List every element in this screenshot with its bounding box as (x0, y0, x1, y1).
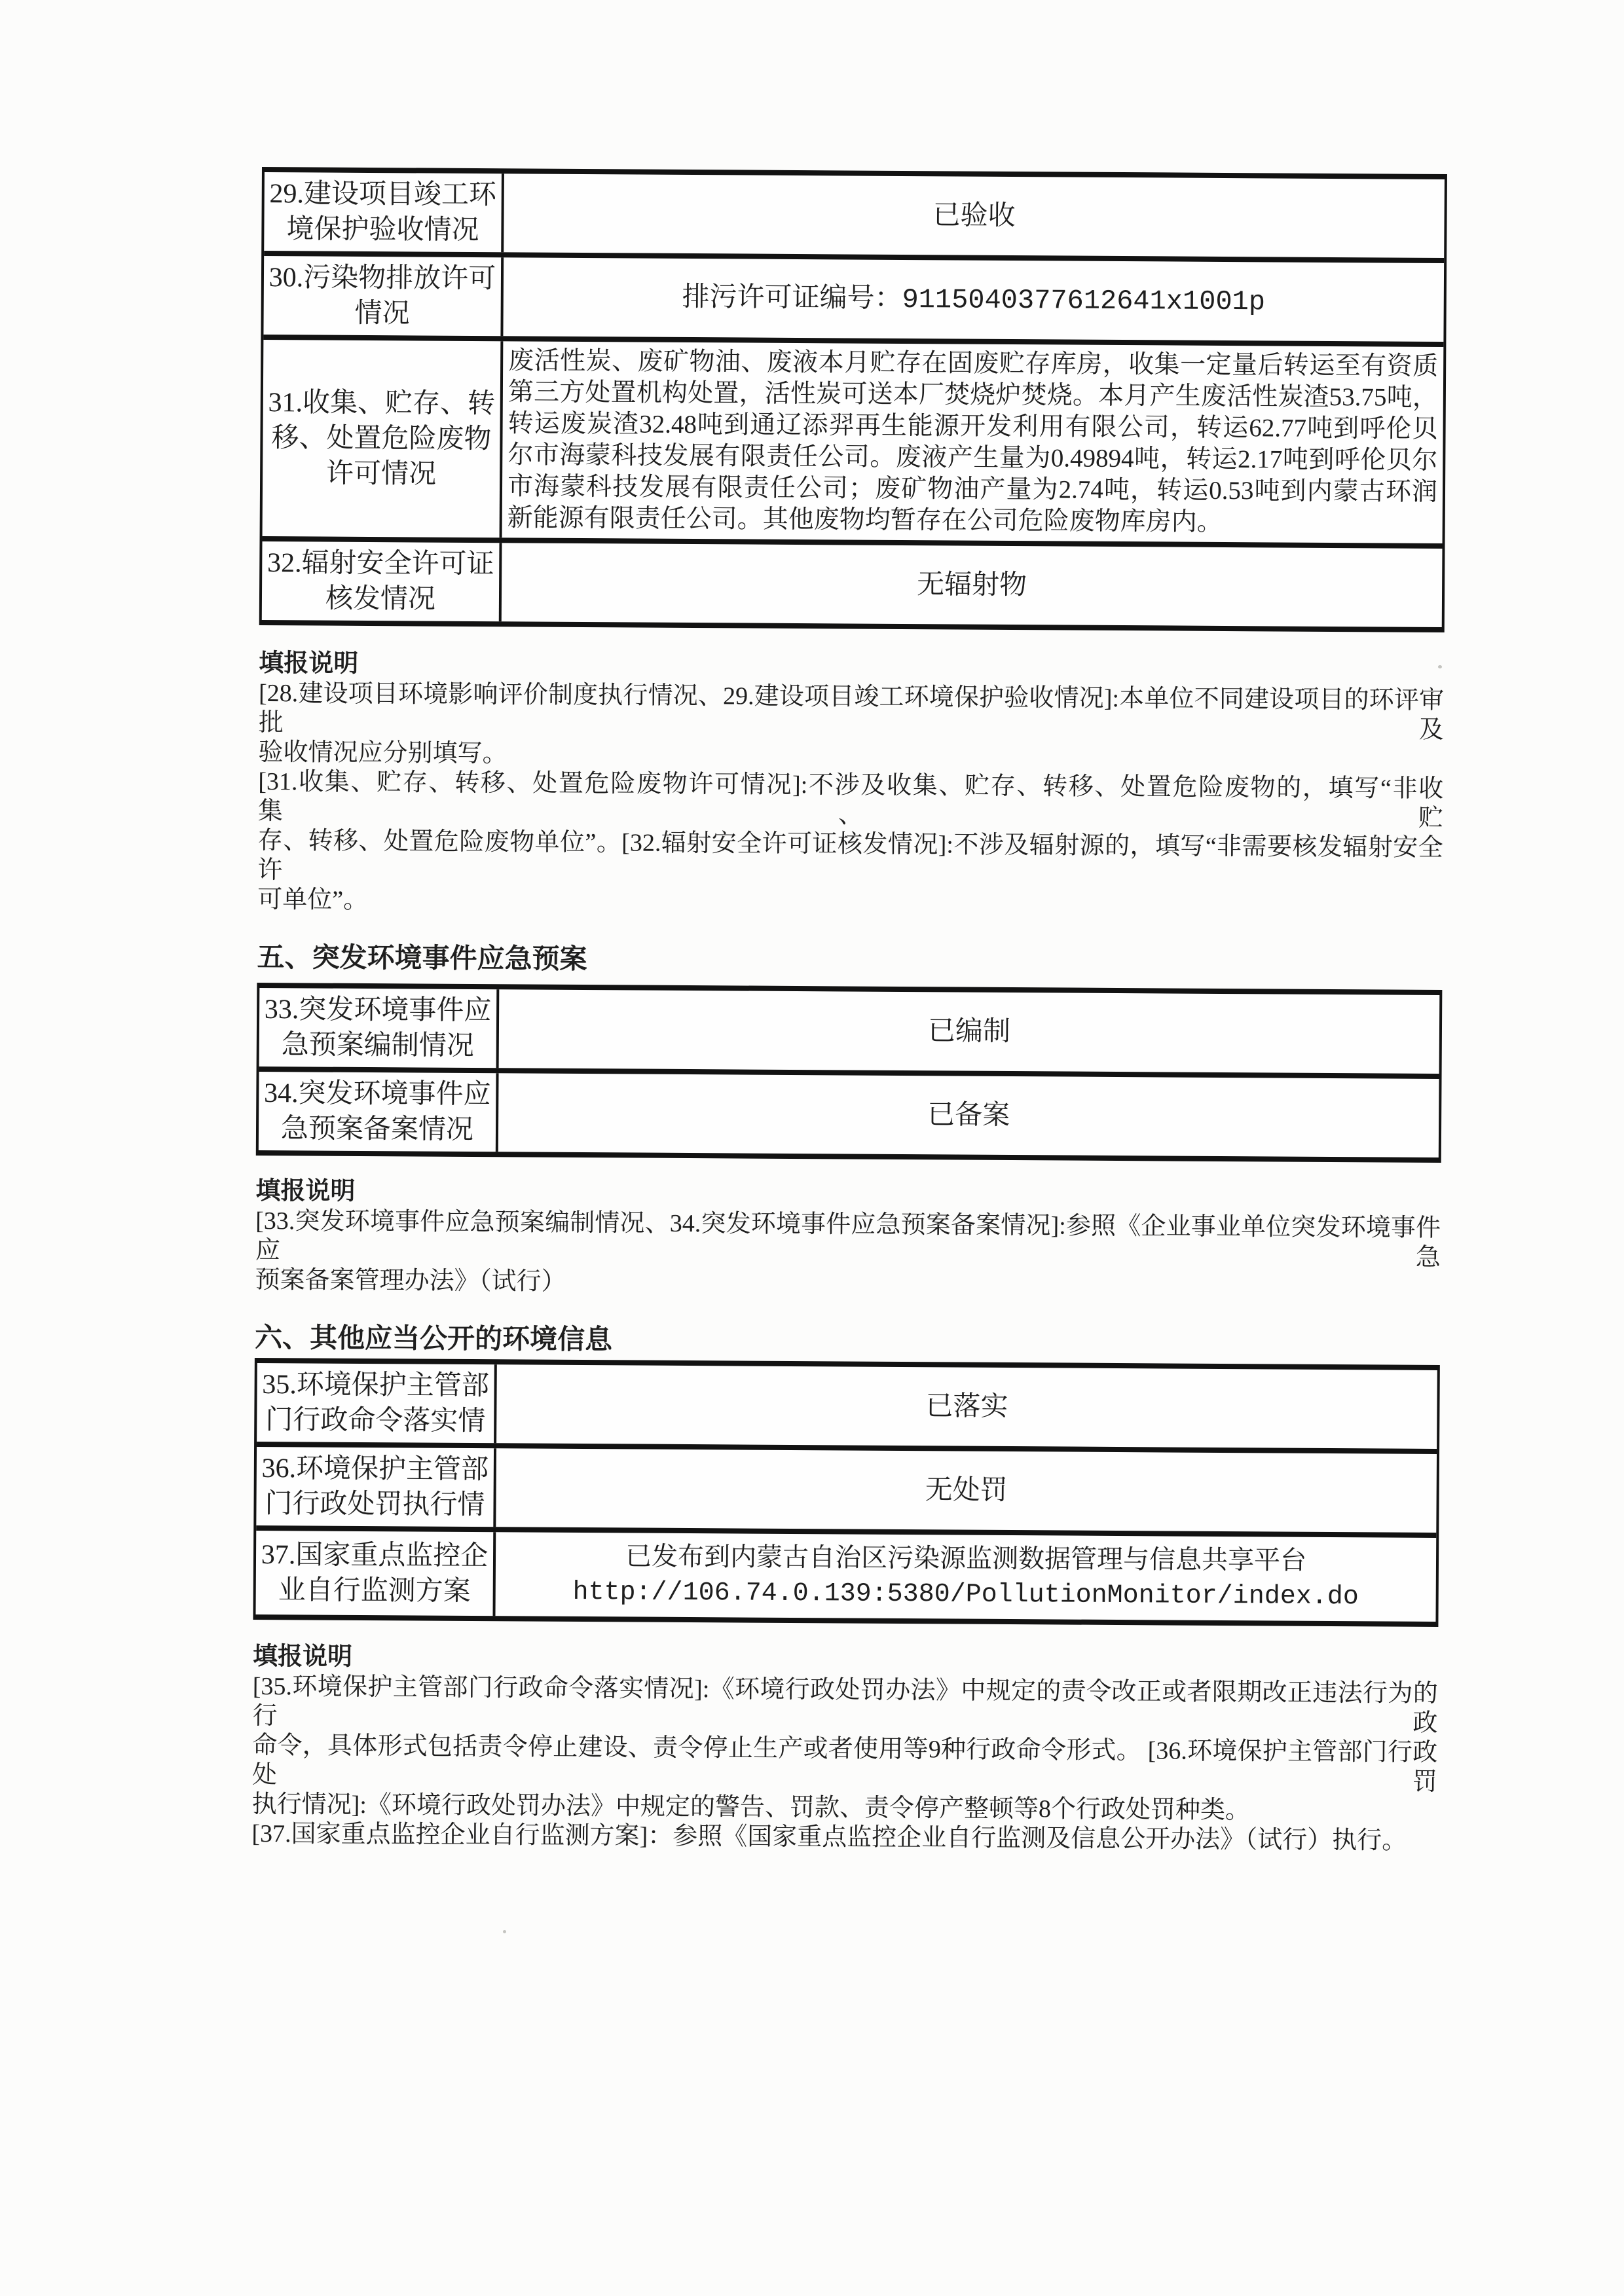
row-30-value (503, 257, 1444, 342)
notes-line: 命令，具体形式包括责令停止建设、责令停止生产或者使用等9种行政命令形式。 [36.环境保护主管部门行政处罚 (251, 1731, 1438, 1796)
table-row-35 (257, 1363, 1437, 1449)
notes-block-1 (257, 647, 1444, 922)
notes-heading: 填报说明 (255, 1176, 356, 1205)
notes-line: [37.国家重点监控企业自行监测方案]：参照《国家重点监控企业自行监测及信息公开办法》（试行）执行。 (251, 1819, 1407, 1855)
notes-line: 验收情况应分别填写。 (258, 738, 507, 768)
hazardous-waste-text-line: 第三方处置机构处置，活性炭可送本厂焚烧炉焚烧。本月产生废活性炭渣53.75吨， (507, 378, 1439, 412)
row-34-label: 34.突发环境事件应急预案备案情况 (259, 1072, 499, 1152)
hazardous-waste-text-line: 废活性炭、废矿物油、废液本月贮存在固废贮存库房，收集一定量后转运至有资质 (508, 346, 1439, 380)
row-37-label: 37.国家重点监控企业自行监测方案 (255, 1531, 496, 1616)
table-row-36 (256, 1442, 1437, 1533)
row-36-value: 无处罚 (925, 1475, 1008, 1506)
table-row-30 (263, 251, 1444, 342)
notes-line: [33.突发环境事件应急预案编制情况、34.突发环境事件应急预案备案情况]:参照《企业事业单位突发环境事件应急 (255, 1207, 1441, 1272)
row-35-value: 已落实 (925, 1391, 1008, 1422)
row-29-value: 已验收 (932, 200, 1016, 232)
notes-block-3 (251, 1641, 1438, 1856)
monitoring-platform-text: 已发布到内蒙古自治区污染源监测数据管理与信息共享平台 (625, 1541, 1307, 1575)
row-37-value (495, 1532, 1436, 1622)
hazardous-waste-text-line: 尔市海蒙科技发展有限责任公司。废液产生量为0.49894吨，转运2.17吨到呼伦贝尔 (507, 441, 1438, 475)
permit-number-code: 9115040377612641x1001p (902, 283, 1266, 318)
table-row-37 (255, 1525, 1436, 1622)
scan-speck (503, 1930, 506, 1933)
row-32-value: 无辐射物 (916, 570, 1027, 601)
section-6-title: 六、其他应当公开的环境信息 (254, 1321, 613, 1355)
row-35-label: 35.环境保护主管部门行政命令落实情 (257, 1363, 497, 1443)
notes-line: 执行情况]:《环境行政处罚办法》中规定的警告、罚款、责令停产整顿等8个行政处罚种类。 (251, 1790, 1251, 1825)
notes-line: [31.收集、贮存、转移、处置危险废物许可情况]:不涉及收集、贮存、转移、处置危险废物的，填写“非收集、贮 (257, 767, 1444, 833)
permit-number-label: 排污许可证编号： (682, 282, 902, 314)
notes-line: [35.环境保护主管部门行政命令落实情况]:《环境行政处罚办法》中规定的责令改正或者限期改正违法行为的行政 (252, 1672, 1438, 1738)
scan-speck (1438, 665, 1442, 668)
hazardous-waste-text-line: 转运废炭渣32.48吨到通辽添羿再生能源开发利用有限公司，转运62.77吨到呼伦贝 (507, 409, 1438, 443)
row-31-value (502, 341, 1444, 543)
permit-number-line (682, 279, 1265, 320)
row-33-label: 33.突发环境事件应急预案编制情况 (259, 988, 500, 1068)
emergency-plan-table (256, 983, 1443, 1163)
hazardous-waste-text-line: 市海蒙科技发展有限责任公司；废矿物油产量为2.74吨，转运0.53吨到内蒙古环润 (507, 472, 1438, 506)
table-row-31 (263, 335, 1444, 543)
notes-line: [28.建设项目环境影响评价制度执行情况、29.建设项目竣工环境保护验收情况]:本单位不同建设项目的环评审批及 (258, 679, 1445, 744)
notes-line: 可单位”。 (257, 885, 369, 915)
permits-table (259, 167, 1447, 632)
notes-heading: 填报说明 (252, 1642, 353, 1671)
table-row-34 (259, 1066, 1439, 1157)
notes-block-2 (255, 1175, 1441, 1302)
other-info-table (253, 1358, 1439, 1627)
row-29-label: 29.建设项目竣工环境保护验收情况 (264, 172, 504, 252)
monitoring-platform-url: http://106.74.0.139:5380/PollutionMonitor/index.do (572, 1577, 1359, 1613)
table-row-32 (262, 536, 1443, 627)
table-row-29 (264, 172, 1445, 258)
notes-line: 预案备案管理办法》（试行） (255, 1266, 566, 1296)
row-34-value: 已备案 (927, 1100, 1010, 1131)
row-31-label: 31.收集、贮存、转移、处置危险废物许可情况 (263, 340, 504, 538)
row-32-label: 32.辐射安全许可证核发情况 (262, 541, 502, 621)
document-content (251, 167, 1447, 1856)
row-36-label: 36.环境保护主管部门行政处罚执行情 (256, 1447, 496, 1527)
notes-line: 存、转移、处置危险废物单位”。[32.辐射安全许可证核发情况]:不涉及辐射源的，填写“非需要核发辐射安全许 (257, 826, 1443, 884)
table-row-33 (259, 988, 1440, 1074)
row-30-label: 30.污染物排放许可情况 (263, 256, 504, 336)
notes-heading: 填报说明 (259, 649, 359, 678)
hazardous-waste-text-line: 新能源有限责任公司。其他废物均暂存在公司危险废物库房内。 (507, 503, 1223, 536)
section-5-title: 五、突发环境事件应急预案 (257, 941, 587, 975)
row-33-value: 已编制 (927, 1016, 1011, 1048)
